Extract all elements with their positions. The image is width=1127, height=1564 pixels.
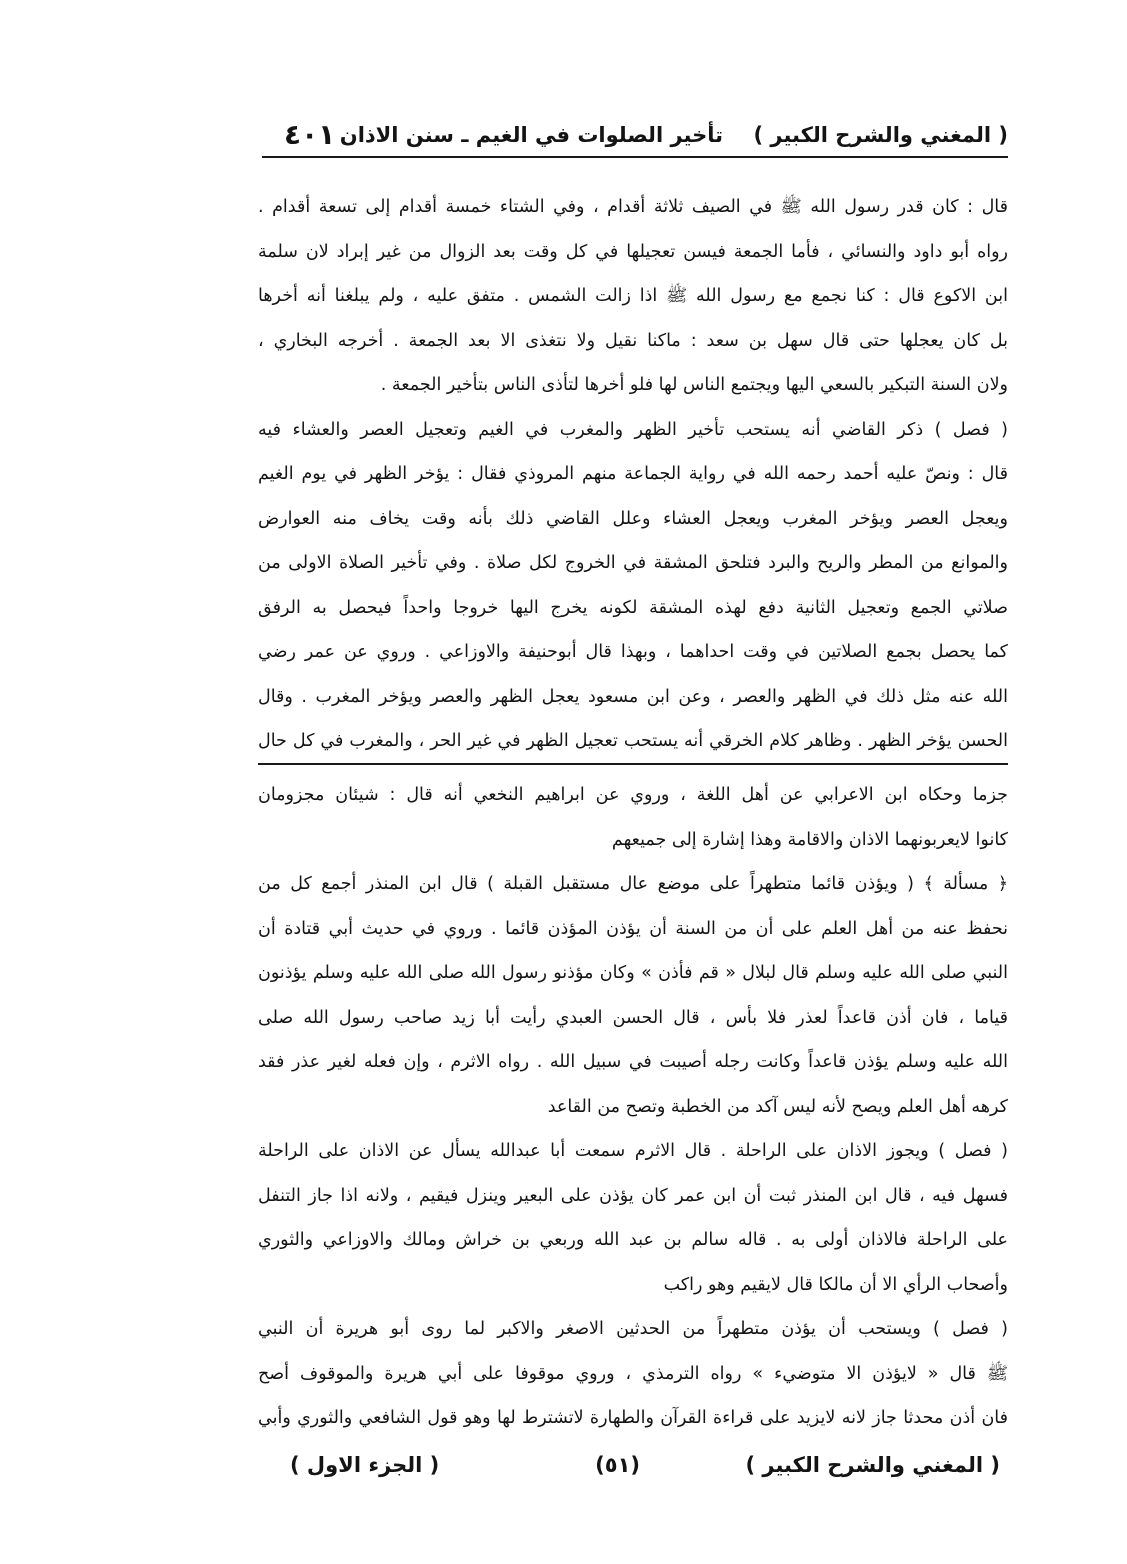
commentary-line: الله عليه وسلم يؤذن قاعداً وكانت رجله أصيبت في سبيل الله . رواه الاثرم ، وإن فعله لغير عذر فقد bbox=[258, 1052, 1008, 1072]
commentary-line: على الراحلة فالاذان أولى به . قاله سالم بن عبد الله وربعي بن خراش ومالك والاوزاعي والثوري bbox=[258, 1230, 1008, 1250]
main-text-line: ابن الاكوع قال : كنا نجمع مع رسول الله ﷺ اذا زالت الشمس . متفق عليه ، ولم يبلغنا أنه أخرها bbox=[258, 286, 1008, 306]
header-section-title: تأخير الصلوات في الغيم ـ سنن الاذان bbox=[339, 123, 723, 147]
page-number: ٤٠١ bbox=[284, 118, 336, 151]
main-text-line: بل كان يعجلها حتى قال سهل بن سعد : ماكنا نقيل ولا نتغذى الا بعد الجمعة . أخرجه البخاري ، bbox=[258, 330, 1008, 351]
section-divider bbox=[258, 763, 1008, 765]
main-text-line: صلاتي الجمع وتعجيل الثانية دفع لهذه المشقة لكونه يخرج اليها خروجا واحداً فيحصل به الرفق bbox=[258, 597, 1008, 618]
main-text-line: ( فصل ) ذكر القاضي أنه يستحب تأخير الظهر والمغرب في الغيم وتعجيل العصر والعشاء فيه bbox=[258, 419, 1008, 440]
commentary-line: ( فصل ) ويستحب أن يؤذن متطهراً من الحدثين الاصغر والاكبر لما روى أبو هريرة أن النبي bbox=[258, 1319, 1008, 1339]
volume-label: ( الجزء الاول ) bbox=[290, 1453, 440, 1477]
commentary-line: فان أذن محدثا جاز لانه لايزيد على قراءة القرآن والطهارة لاتشترط لها وهو قول الشافعي والثوري وأبي bbox=[258, 1408, 1008, 1428]
main-text-line: والموانع من المطر والريح والبرد فتلحق المشقة في الخروج لكل صلاة . وفي تأخير الصلاة الاولى من bbox=[258, 553, 1008, 573]
commentary-line: ﴿ مسألة ﴾ ( ويؤذن قائما متطهراً على موضع عال مستقبل القبلة ) قال ابن المنذر أجمع كل من bbox=[258, 874, 1008, 894]
header-rule bbox=[262, 156, 1008, 158]
main-text-line: ويعجل العصر ويؤخر المغرب ويعجل العشاء وعلل القاضي ذلك بأنه وقت يخاف منه العوارض bbox=[258, 508, 1008, 529]
main-text-line: رواه أبو داود والنسائي ، فأما الجمعة فيسن تعجيلها في كل وقت بعد الزوال من غير إبراد لان سلمة bbox=[258, 241, 1008, 262]
running-footer bbox=[262, 1446, 1008, 1486]
commentary-line: ﷺ قال « لايؤذن الا متوضيء » رواه الترمذي ، وروي موقوفا على أبي هريرة والموقوف أصح bbox=[258, 1363, 1008, 1384]
footer-book-title: ( المغني والشرح الكبير ) bbox=[745, 1453, 1000, 1477]
commentary-line: النبي صلى الله عليه وسلم قال لبلال « قم فأذن » وكان مؤذنو رسول الله صلى الله عليه وسلم يؤذنون bbox=[258, 963, 1008, 983]
main-text-line: كما يحصل بجمع الصلاتين في وقت احداهما ، وبهذا قال أبوحنيفة والاوزاعي . وروي عن عمر رضي bbox=[258, 642, 1008, 662]
commentary-line: ( فصل ) ويجوز الاذان على الراحلة . قال الاثرم سمعت أبا عبدالله يسأل عن الاذان على الراحلة bbox=[258, 1141, 1008, 1161]
commentary-line: جزما وحكاه ابن الاعرابي عن أهل اللغة ، وروي عن ابراهيم النخعي أنه قال : شيئان مجزومان bbox=[258, 785, 1008, 805]
main-text-line: ولان السنة التبكير بالسعي اليها ويجتمع الناس لها فلو أخرها لتأذى الناس بتأخير الجمعة . bbox=[380, 375, 1008, 395]
commentary-line: كانوا لايعربونهما الاذان والاقامة وهذا إشارة إلى جميعهم bbox=[611, 829, 1008, 850]
main-text-line: قال : كان قدر رسول الله ﷺ في الصيف ثلاثة أقدام ، وفي الشتاء خمسة أقدام إلى تسعة أقدام . bbox=[258, 197, 1008, 217]
running-header bbox=[262, 116, 1008, 156]
commentary-text bbox=[258, 773, 1008, 1441]
commentary-line: كرهه أهل العلم ويصح لأنه ليس آكد من الخطبة وتصح من القاعد bbox=[547, 1096, 1008, 1117]
main-text-line: الله عنه مثل ذلك في الظهر والعصر ، وعن ابن مسعود يعجل الظهر والعصر ويؤخر المغرب . وقال bbox=[258, 686, 1008, 707]
main-text-line: الحسن يؤخر الظهر . وظاهر كلام الخرقي أنه يستحب تعجيل الظهر في غير الحر ، والمغرب في كل حال bbox=[258, 731, 1008, 751]
commentary-line: قياما ، فان أذن قاعداً لعذر فلا بأس ، قال الحسن العبدي رأيت أبا زيد صاحب رسول الله صلى bbox=[258, 1007, 1008, 1028]
commentary-line: فسهل فيه ، قال ابن المنذر ثبت أن ابن عمر كان يؤذن على البعير وينزل فيقيم ، ولانه اذا جاز التنفل bbox=[258, 1185, 1008, 1206]
commentary-line: وأصحاب الرأي الا أن مالكا قال لايقيم وهو راكب bbox=[663, 1274, 1008, 1295]
commentary-line: نحفظ عنه من أهل العلم على أن من السنة أن يؤذن المؤذن قائما . وروي في حديث أبي قتادة أن bbox=[258, 918, 1008, 939]
sheet-number: (٥١) bbox=[595, 1453, 640, 1477]
header-book-title: ( المغني والشرح الكبير ) bbox=[753, 123, 1008, 147]
main-text bbox=[258, 185, 1008, 764]
main-text-line: قال : ونصّ عليه أحمد رحمه الله في رواية الجماعة منهم المروذي فقال : يؤخر الظهر في يوم الغيم bbox=[258, 464, 1008, 484]
